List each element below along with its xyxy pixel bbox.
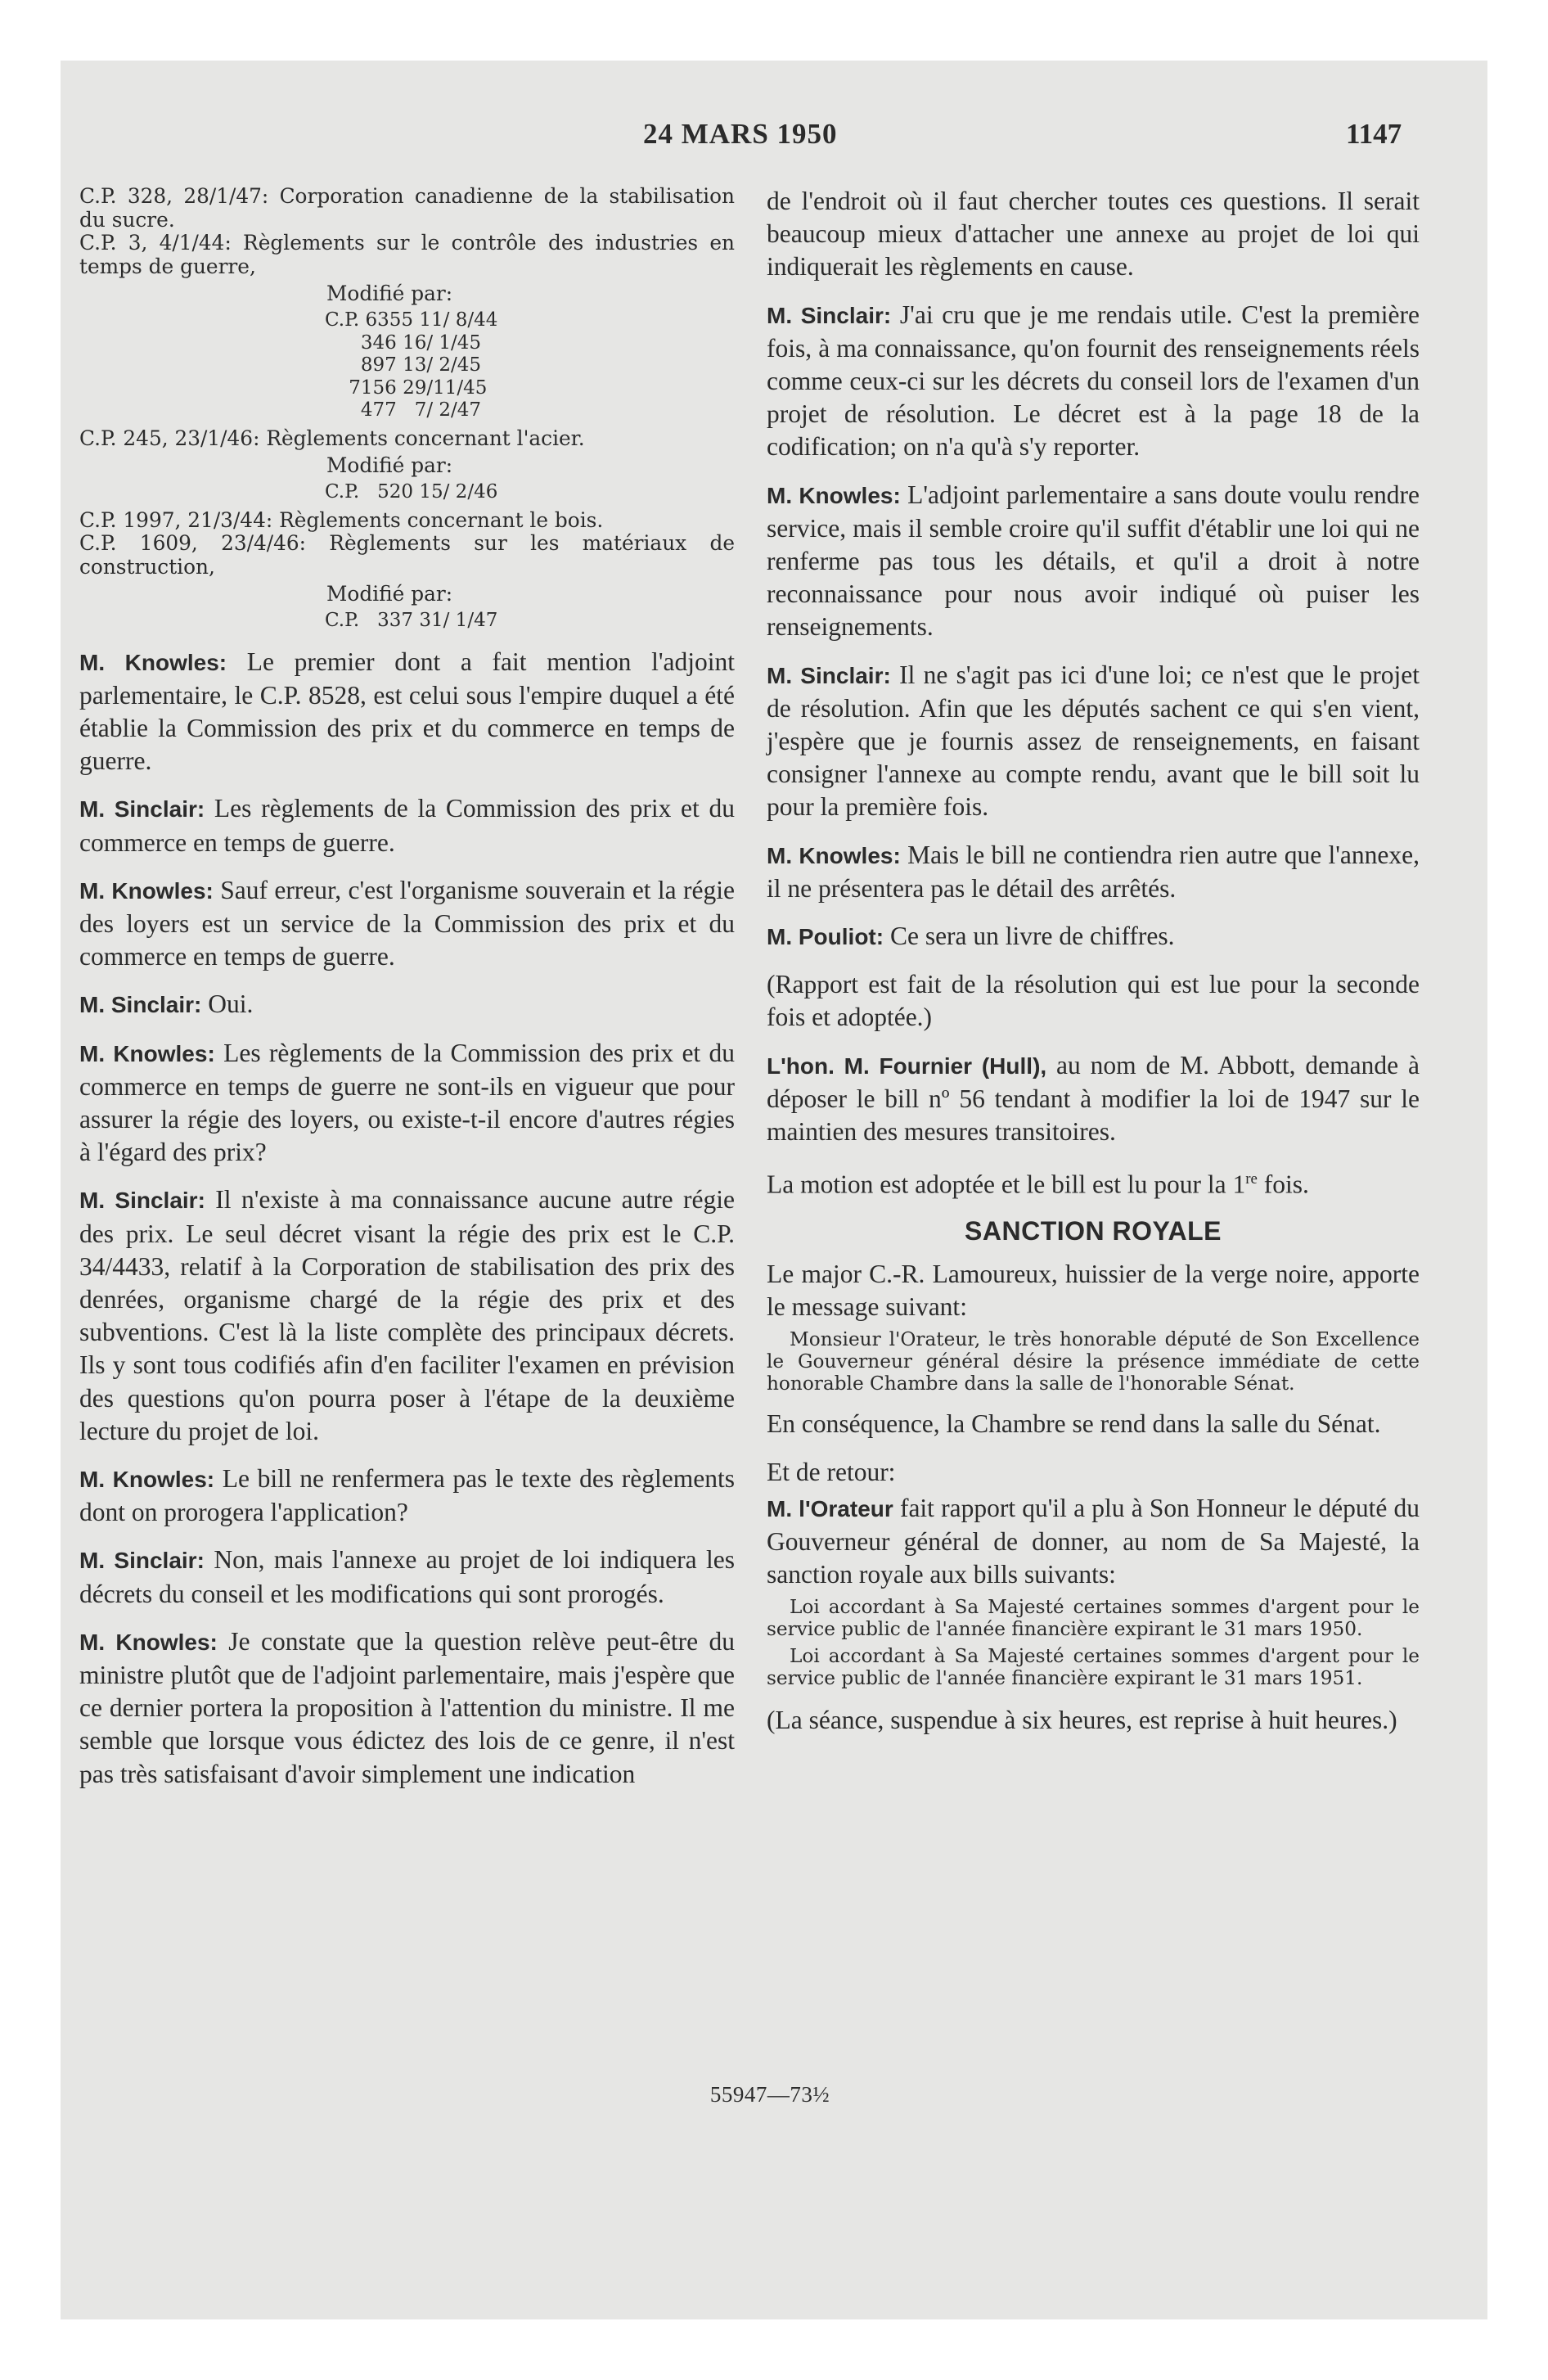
ordinal-suffix: re (1245, 1170, 1258, 1188)
bill-entry: Loi accordant à Sa Majesté certaines sommes d'argent pour le service public de l'année financière expirant le 31 mars 1951. (767, 1645, 1420, 1690)
speech-text: Mais le bill ne contiendra rien autre que l'annexe, il ne présentera pas le détail des arrêtés. (767, 840, 1420, 903)
speech-text: Je constate que la question relève peut-être du ministre plutôt que de l'adjoint parlementaire, mais j'espère que ce dernier portera la proposition à l'attention du ministre. Il me semble que lorsque vous édictez des lois de ce genre, il n'est pas très satisfaisant d'avoir simplement une indication (79, 1626, 736, 1788)
speaker-name: M. Sinclair: (767, 302, 892, 328)
speech-text: Les règlements de la Commission des prix et du commerce en temps de guerre ne sont-ils en vigueur que pour assurer la régie des loyers, ou existe-t-il encore d'autres régies à l'égard des prix? (79, 1038, 735, 1167)
cp-table (79, 610, 735, 633)
page-number: 1147 (1346, 118, 1402, 150)
major-paragraph: Le major C.-R. Lamoureux, huissier de la verge noire, apporte le message suivant: (767, 1259, 1420, 1322)
speech-text: fait rapport qu'il a plu à Son Honneur le député du Gouverneur général de donner, au nom de Sa Majesté, la sanction royale aux bills suivants: (767, 1493, 1420, 1589)
speech-paragraph (79, 988, 735, 1021)
speaker-name: M. Sinclair: (79, 1188, 205, 1214)
speech-text: J'ai cru que je me rendais utile. C'est la première fois, à ma connaissance, qu'on fournit des renseignements réels comme ceux-ci sur les décrets du conseil lors de l'examen d'un projet de résolution. Le décret est à la page 18 de la codification; on n'a qu'à s'y reporter. (767, 300, 1420, 462)
speech-paragraph (767, 479, 1420, 644)
royal-message: Monsieur l'Orateur, le très honorable député de Son Excellence le Gouverneur général désire la présence immédiate de cette honorable Chambre dans la salle de l'honorable Sénat. (767, 1328, 1420, 1395)
speech-text: Les règlements de la Commission des prix et du commerce en temps de guerre. (79, 794, 735, 857)
consequence-paragraph: En conséquence, la Chambre se rend dans la salle du Sénat. (767, 1409, 1381, 1439)
page-header (0, 118, 1548, 159)
speech-text: Sauf erreur, c'est l'organisme souverain et la régie des loyers est un service de la Commission des prix et du commerce en temps de guerre. (79, 875, 735, 971)
right-column (767, 185, 1420, 1752)
bill-entry: Loi accordant à Sa Majesté certaines sommes d'argent pour le service public de l'année financière expirant le 31 mars 1950. (767, 1596, 1420, 1641)
procedure-note: (Rapport est fait de la résolution qui est lue pour la seconde fois et adoptée.) (767, 970, 1420, 1032)
left-column (79, 185, 735, 1805)
speech-paragraph (767, 920, 1420, 953)
speaker-name: M. Knowles: (79, 649, 227, 675)
speech-paragraph (79, 646, 735, 778)
cp-entry: C.P. 245, 23/1/46: Règlements concernant l'acier. (79, 426, 585, 450)
speaker-name: M. Pouliot: (767, 924, 884, 950)
modifie-label: Modifié par: (326, 453, 453, 477)
speaker-name: M. Knowles: (79, 1466, 215, 1492)
speech-text: au nom de M. Abbott, demande à déposer le bill nº 56 tendant à modifier la loi de 1947 sur le maintien des mesures transitoires. (767, 1050, 1420, 1147)
speech-text: Oui. (201, 989, 254, 1019)
cp-entry: C.P. 1997, 21/3/44: Règlements concernant le bois. (79, 507, 604, 532)
speech-text: Le premier dont a fait mention l'adjoint parlementaire, le C.P. 8528, est celui sous l'empire duquel a été établie la Commission des prix et du commerce en temps de guerre. (79, 647, 735, 776)
speaker-name: M. Knowles: (79, 1629, 218, 1655)
cp-row: 897 13/ 2/45 (325, 354, 482, 376)
speech-paragraph (79, 1463, 735, 1529)
speaker-name: M. Sinclair: (79, 992, 202, 1018)
speech-paragraph (767, 1492, 1420, 1592)
speech-text: Non, mais l'annexe au projet de loi indiquera les décrets du conseil et les modifications qui sont prorogés. (79, 1545, 735, 1608)
speaker-name: M. Knowles: (79, 1040, 215, 1066)
speech-text: Ce sera un livre de chiffres. (884, 922, 1175, 951)
section-heading: SANCTION ROYALE (965, 1215, 1222, 1246)
cp-row: C.P. 337 31/ 1/47 (325, 610, 498, 631)
speech-paragraph (79, 792, 735, 859)
cp-row: C.P. 520 15/ 2/46 (325, 481, 498, 503)
header-date: 24 MARS 1950 (643, 118, 838, 150)
speech-text: Il n'existe à ma connaissance aucune autre régie des prix. Le seul décret visant la régie des prix est le C.P. 34/4433, relatif à la Corporation de stabilisation des prix des denrées, organisme chargé de la régie des prix et des subventions. C'est là la liste complète des principaux décrets. Ils y sont tous codifiés afin d'en faciliter l'examen en prévision des questions qu'on pourra poser à l'étape de la deuxième lecture du projet de loi. (79, 1185, 735, 1445)
speech-text: Il ne s'agit pas ici d'une loi; ce n'est que le projet de résolution. Afin que les députés sachent ce qui s'en vient, j'espère que je fournis assez de renseignements, en faisant consigner l'annexe au compte rendu, avant que le bill soit lu pour la première fois. (767, 660, 1420, 822)
cp-entry: C.P. 3, 4/1/44: Règlements sur le contrôle des industries en temps de guerre, (79, 231, 735, 278)
speech-paragraph (767, 1049, 1420, 1149)
speech-paragraph (79, 874, 735, 974)
speech-paragraph (767, 659, 1420, 824)
continued-paragraph: de l'endroit où il faut chercher toutes ces questions. Il serait beaucoup mieux d'attacher une annexe au projet de loi qui indiquerait les règlements en cause. (767, 187, 1420, 282)
retour-paragraph: Et de retour: (767, 1457, 896, 1486)
cp-entry: C.P. 328, 28/1/47: Corporation canadienne de la stabilisation du sucre. (79, 184, 735, 232)
speech-paragraph (767, 839, 1420, 905)
cp-row: C.P. 6355 11/ 8/44 (325, 309, 498, 331)
motion-paragraph (767, 1163, 1420, 1201)
motion-text: La motion est adoptée et le bill est lu pour la 1 (767, 1170, 1246, 1199)
speech-paragraph (79, 1183, 735, 1448)
speech-text: Le bill ne renfermera pas le texte des règlements dont on prorogera l'application? (79, 1463, 735, 1527)
speaker-name: M. Knowles: (767, 482, 901, 508)
speech-paragraph (79, 1037, 735, 1170)
cp-table (79, 309, 735, 422)
speaker-name: M. l'Orateur (767, 1495, 893, 1521)
print-code: 55947—73½ (709, 2082, 830, 2107)
speaker-name: L'hon. M. Fournier (Hull), (767, 1053, 1047, 1079)
speech-paragraph (79, 1625, 735, 1791)
modifie-label: Modifié par: (326, 282, 453, 305)
speech-paragraph (79, 1544, 735, 1610)
cp-table (79, 481, 735, 504)
page-footer (0, 2082, 1548, 2107)
cp-row: 346 16/ 1/45 (325, 331, 482, 354)
speaker-name: M. Sinclair: (79, 1548, 205, 1574)
speech-text: L'adjoint parlementaire a sans doute voulu rendre service, mais il semble croire qu'il suffit d'établir une loi qui ne renferme pas tous les détails, et qu'il a droit à notre reconnaissance pour nous avoir indiqué où puiser les renseignements. (767, 480, 1420, 642)
speaker-name: M. Sinclair: (767, 662, 891, 688)
modifie-label: Modifié par: (326, 582, 453, 606)
cp-row: 7156 29/11/45 (325, 376, 488, 399)
cp-entry: C.P. 1609, 23/4/46: Règlements sur les matériaux de construction, (79, 531, 735, 579)
speaker-name: M. Knowles: (767, 842, 901, 868)
motion-text-end: fois. (1257, 1170, 1309, 1199)
speaker-name: M. Knowles: (79, 877, 214, 904)
cp-row: 477 7/ 2/47 (325, 399, 482, 421)
speaker-name: M. Sinclair: (79, 796, 205, 823)
speech-paragraph (767, 299, 1420, 464)
seance-paragraph: (La séance, suspendue à six heures, est reprise à huit heures.) (767, 1706, 1397, 1735)
